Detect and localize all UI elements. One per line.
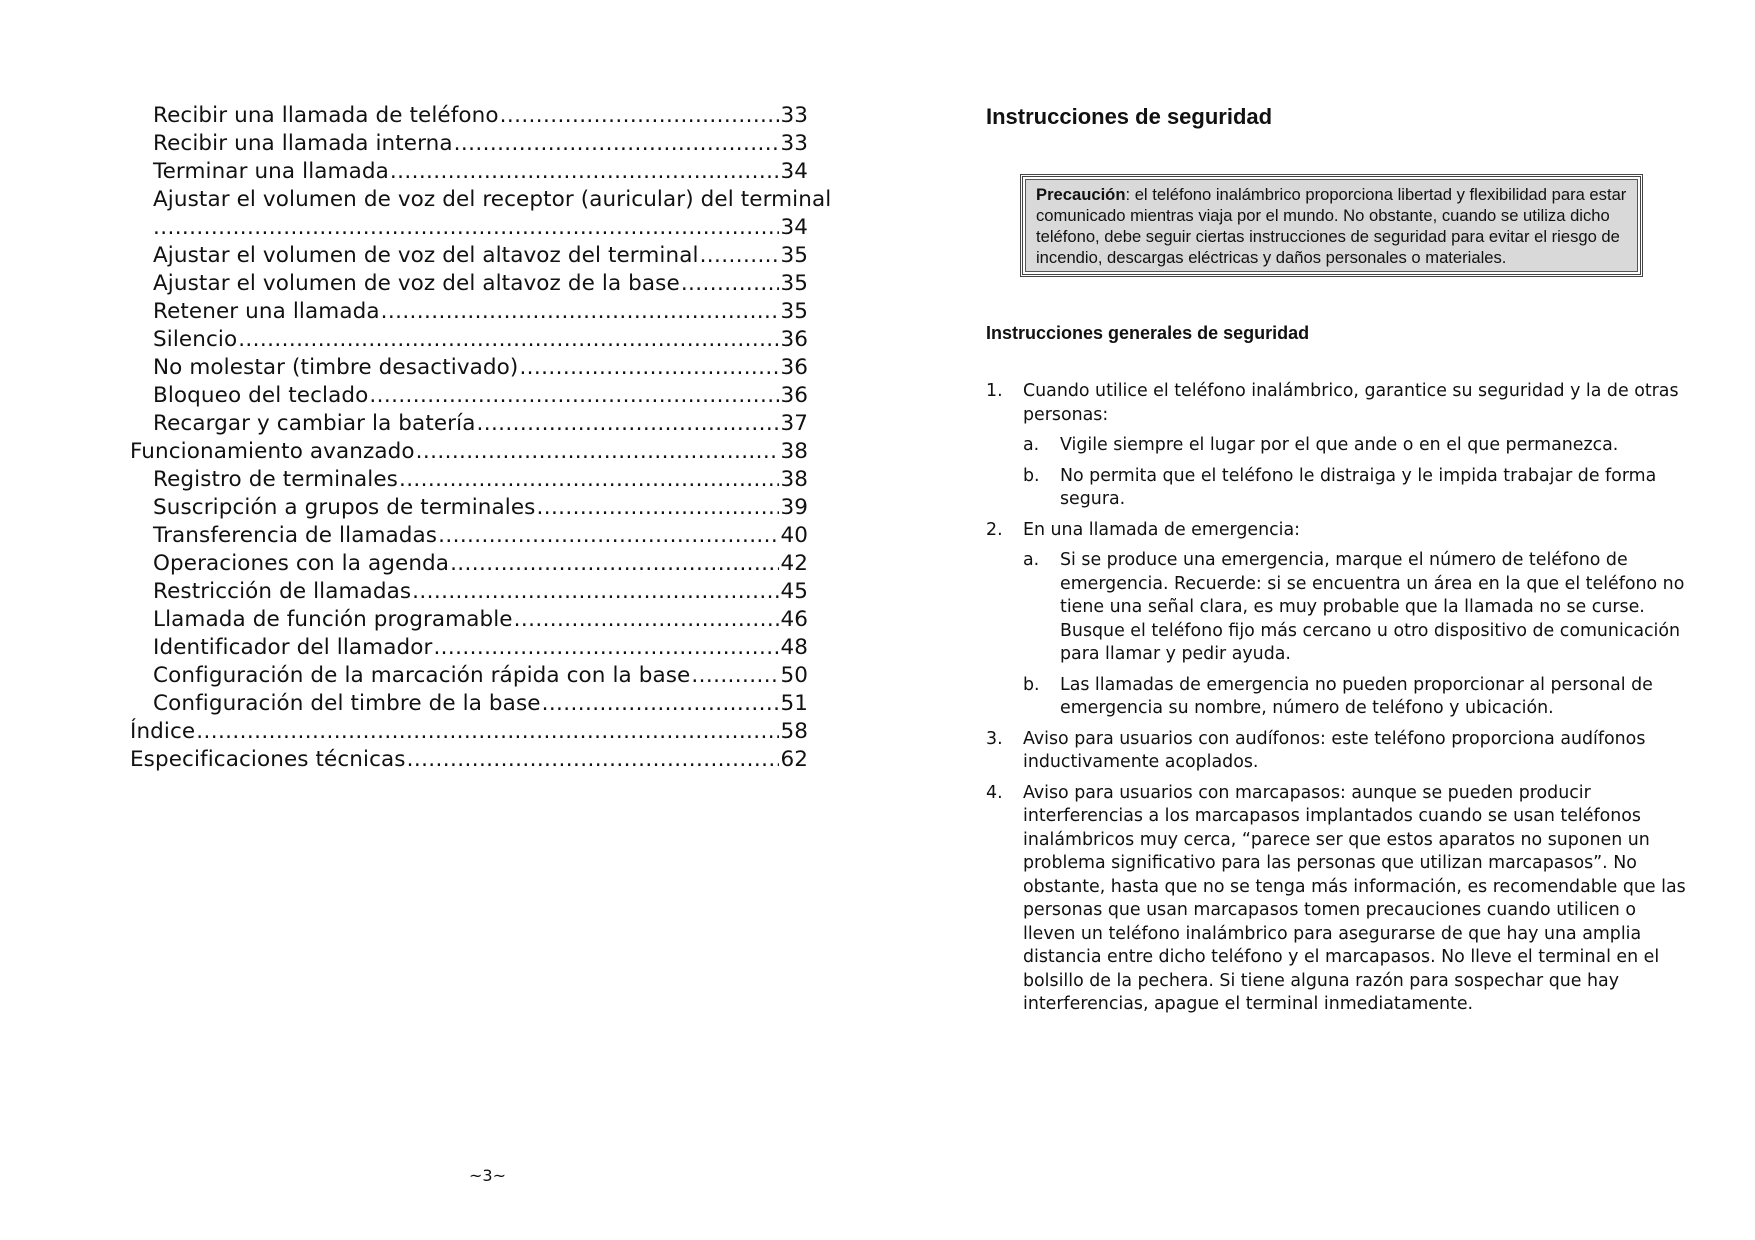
toc-entry-title: Silencio — [153, 327, 238, 352]
toc-entry-title: Recargar y cambiar la batería — [153, 411, 476, 436]
safety-rules-list — [986, 380, 1686, 1017]
sub-list-item — [1023, 674, 1686, 721]
sub-list-letter: a. — [1023, 550, 1040, 570]
toc-entry-title: Recibir una llamada interna — [153, 131, 453, 156]
toc-entry[interactable] — [130, 466, 808, 494]
toc-leader-dots — [399, 466, 779, 494]
sub-list-item — [1023, 434, 1686, 458]
caution-label: Precaución — [1036, 185, 1126, 204]
toc-entry[interactable] — [130, 634, 808, 662]
toc-entry[interactable] — [130, 718, 808, 746]
toc-leader-dots — [519, 354, 779, 382]
toc-entry-page: 36 — [780, 355, 808, 380]
toc-leader-dots — [416, 438, 780, 466]
toc-entry[interactable] — [130, 326, 808, 354]
toc-leader-dots — [238, 326, 779, 354]
toc-entry-title: Registro de terminales — [153, 467, 398, 492]
toc-leader-dots — [390, 158, 780, 186]
toc-entry[interactable] — [130, 578, 808, 606]
list-item-text: Aviso para usuarios con marcapasos: aunque se pueden producir interferencias a los marcapasos implantados cuando se usan teléfonos inalámbricos muy cerca, “parece ser que estos aparatos no suponen un problema significativo para las personas que utilizan marcapasos”. No obstante, hasta que no se tenga más información, es recomendable que las personas que usan marcapasos tomen precauciones cuando utilicen o lleven un teléfono inalámbrico para asegurarse de que hay una amplia distancia entre dicho teléfono y el marcapasos. No lleve el terminal en el bolsillo de la pechera. Si tiene alguna razón para sospechar que hay interferencias, apague el terminal inmediatamente. — [1023, 782, 1686, 1014]
toc-entry[interactable] — [130, 354, 808, 382]
toc-entry-page: 39 — [780, 495, 808, 520]
toc-entry-title: Terminar una llamada — [153, 159, 389, 184]
toc-entry-page: 58 — [780, 719, 808, 744]
toc-leader-dots — [454, 130, 780, 158]
list-item — [986, 728, 1686, 775]
toc-entry[interactable] — [130, 438, 808, 466]
caution-box — [1020, 174, 1643, 277]
list-number: 3. — [986, 728, 1003, 749]
list-item — [986, 380, 1686, 512]
toc-entry-page: 38 — [780, 467, 808, 492]
toc-leader-dots — [536, 494, 779, 522]
toc-entry[interactable] — [130, 606, 808, 634]
toc-entry[interactable] — [130, 494, 808, 522]
sub-list-item — [1023, 549, 1686, 667]
toc-leader-dots — [196, 718, 779, 746]
toc-entry[interactable] — [130, 550, 808, 578]
toc-leader-dots — [438, 522, 779, 550]
toc-entry[interactable] — [130, 382, 808, 410]
toc-entry[interactable] — [130, 102, 808, 130]
toc-entry-page: 37 — [780, 411, 808, 436]
toc-entry-page: 35 — [780, 271, 808, 296]
toc-leader-dots — [381, 298, 780, 326]
toc-entry[interactable] — [130, 242, 808, 270]
toc-entry-title: Transferencia de llamadas — [153, 523, 438, 548]
list-item-text: En una llamada de emergencia: — [1023, 519, 1301, 540]
toc-entry-page: 34 — [780, 159, 808, 184]
list-number: 4. — [986, 782, 1003, 803]
toc-entry-title: Especificaciones técnicas — [130, 747, 406, 772]
toc-entry-title: Operaciones con la agenda — [153, 551, 450, 576]
toc-leader-dots — [412, 578, 779, 606]
toc-entry-continuation[interactable] — [130, 214, 808, 242]
toc-leader-dots — [407, 746, 780, 774]
sub-list-item — [1023, 465, 1686, 512]
toc-entry-page: 33 — [780, 131, 808, 156]
page-title: Instrucciones de seguridad — [986, 104, 1273, 129]
toc-entry-title: Llamada de función programable — [153, 607, 513, 632]
toc-entry-title: No molestar (timbre desactivado) — [153, 355, 519, 380]
page-number: ~3~ — [469, 1166, 506, 1185]
toc-entry-page: 35 — [780, 243, 808, 268]
toc-entry-page: 42 — [780, 551, 808, 576]
sub-list-letter: a. — [1023, 435, 1040, 455]
sub-list-item-text: No permita que el teléfono le distraiga y le impida trabajar de forma segura. — [1060, 465, 1657, 509]
list-item-text: Cuando utilice el teléfono inalámbrico, garantice su seguridad y la de otras personas: — [1023, 381, 1679, 425]
toc-leader-dots — [433, 634, 779, 662]
toc-entry-title: Configuración del timbre de la base — [153, 691, 541, 716]
toc-entry-page: 48 — [780, 635, 808, 660]
toc-entry-page: 46 — [780, 607, 808, 632]
list-item — [986, 519, 1686, 721]
toc-entry-title: Bloqueo del teclado — [153, 383, 369, 408]
sub-list-letter: b. — [1023, 465, 1040, 486]
safety-section — [986, 100, 1686, 1024]
toc-entry[interactable] — [130, 662, 808, 690]
toc-entry[interactable] — [130, 298, 808, 326]
sub-list-item-text: Si se produce una emergencia, marque el número de teléfono de emergencia. Recuerde: si se encuentra un área en la que el teléfono no tiene una señal clara, es muy probable que la llamada no se curse. Busque el teléfono fijo más cercano u otro dispositivo de comunicación para llamar y pedir ayuda. — [1060, 550, 1685, 664]
toc-entry[interactable] — [130, 746, 808, 774]
toc-entry-page: 36 — [780, 327, 808, 352]
toc-leader-dots — [681, 270, 780, 298]
toc-entry[interactable] — [130, 130, 808, 158]
toc-entry-page: 45 — [780, 579, 808, 604]
toc-entry-title-wrapped[interactable]: Ajustar el volumen de voz del receptor (auricular) del terminal — [153, 187, 832, 212]
caution-content — [1025, 179, 1638, 272]
list-number: 1. — [986, 381, 1003, 401]
toc-entry-title: Restricción de llamadas — [153, 579, 412, 604]
toc-entry[interactable] — [130, 158, 808, 186]
toc-entry-page: 33 — [780, 103, 808, 128]
list-item-text: Aviso para usuarios con audífonos: este teléfono proporciona audífonos inductivamente acoplados. — [1023, 728, 1646, 772]
table-of-contents — [130, 102, 832, 774]
toc-leader-dots — [153, 214, 779, 242]
toc-entry[interactable] — [130, 522, 808, 550]
toc-entry-title: Retener una llamada — [153, 299, 380, 324]
toc-entry-title: Ajustar el volumen de voz del altavoz de la base — [153, 271, 680, 296]
toc-entry-page: 34 — [780, 215, 808, 240]
toc-entry-page: 50 — [780, 663, 808, 688]
toc-entry-title: Funcionamiento avanzado — [130, 439, 415, 464]
toc-entry-page: 36 — [780, 383, 808, 408]
toc-entry-title: Índice — [130, 719, 196, 744]
list-number: 2. — [986, 519, 1003, 540]
toc-entry-page: 51 — [780, 691, 808, 716]
sub-list-item-text: Las llamadas de emergencia no pueden proporcionar al personal de emergencia su nombre, número de teléfono y ubicación. — [1060, 674, 1653, 718]
list-item — [986, 782, 1686, 1017]
section-heading: Instrucciones generales de seguridad — [986, 323, 1310, 343]
toc-entry-title: Ajustar el volumen de voz del altavoz del terminal — [153, 243, 699, 268]
toc-leader-dots — [700, 242, 780, 270]
toc-leader-dots — [514, 606, 780, 634]
toc-entry-page: 38 — [780, 439, 808, 464]
toc-entry-title: Suscripción a grupos de terminales — [153, 495, 536, 520]
toc-entry-page: 35 — [780, 299, 808, 324]
toc-entry-title: Identificador del llamador — [153, 635, 433, 660]
toc-entry-title: Configuración de la marcación rápida con la base — [153, 663, 691, 688]
sub-list-letter: b. — [1023, 674, 1040, 695]
sub-list-item-text: Vigile siempre el lugar por el que ande o en el que permanezca. — [1060, 435, 1619, 455]
toc-entry-title: Recibir una llamada de teléfono — [153, 103, 499, 128]
toc-leader-dots — [542, 690, 780, 718]
toc-leader-dots — [691, 662, 779, 690]
caution-text: : el teléfono inalámbrico proporciona libertad y flexibilidad para estar comunicado mientras viaja por el mundo. No obstante, cuando se utiliza dicho teléfono, debe seguir ciertas instrucciones de seguridad para evitar el riesgo de incendio, descargas eléctricas y daños personales o materiales. — [1036, 185, 1627, 267]
toc-entry-page: 40 — [780, 523, 808, 548]
toc-leader-dots — [369, 382, 779, 410]
toc-entry-page: 62 — [780, 747, 808, 772]
toc-leader-dots — [450, 550, 779, 578]
toc-entry[interactable] — [130, 410, 808, 438]
toc-entry[interactable] — [130, 690, 808, 718]
toc-leader-dots — [500, 102, 780, 130]
toc-entry[interactable] — [130, 270, 808, 298]
toc-leader-dots — [476, 410, 779, 438]
